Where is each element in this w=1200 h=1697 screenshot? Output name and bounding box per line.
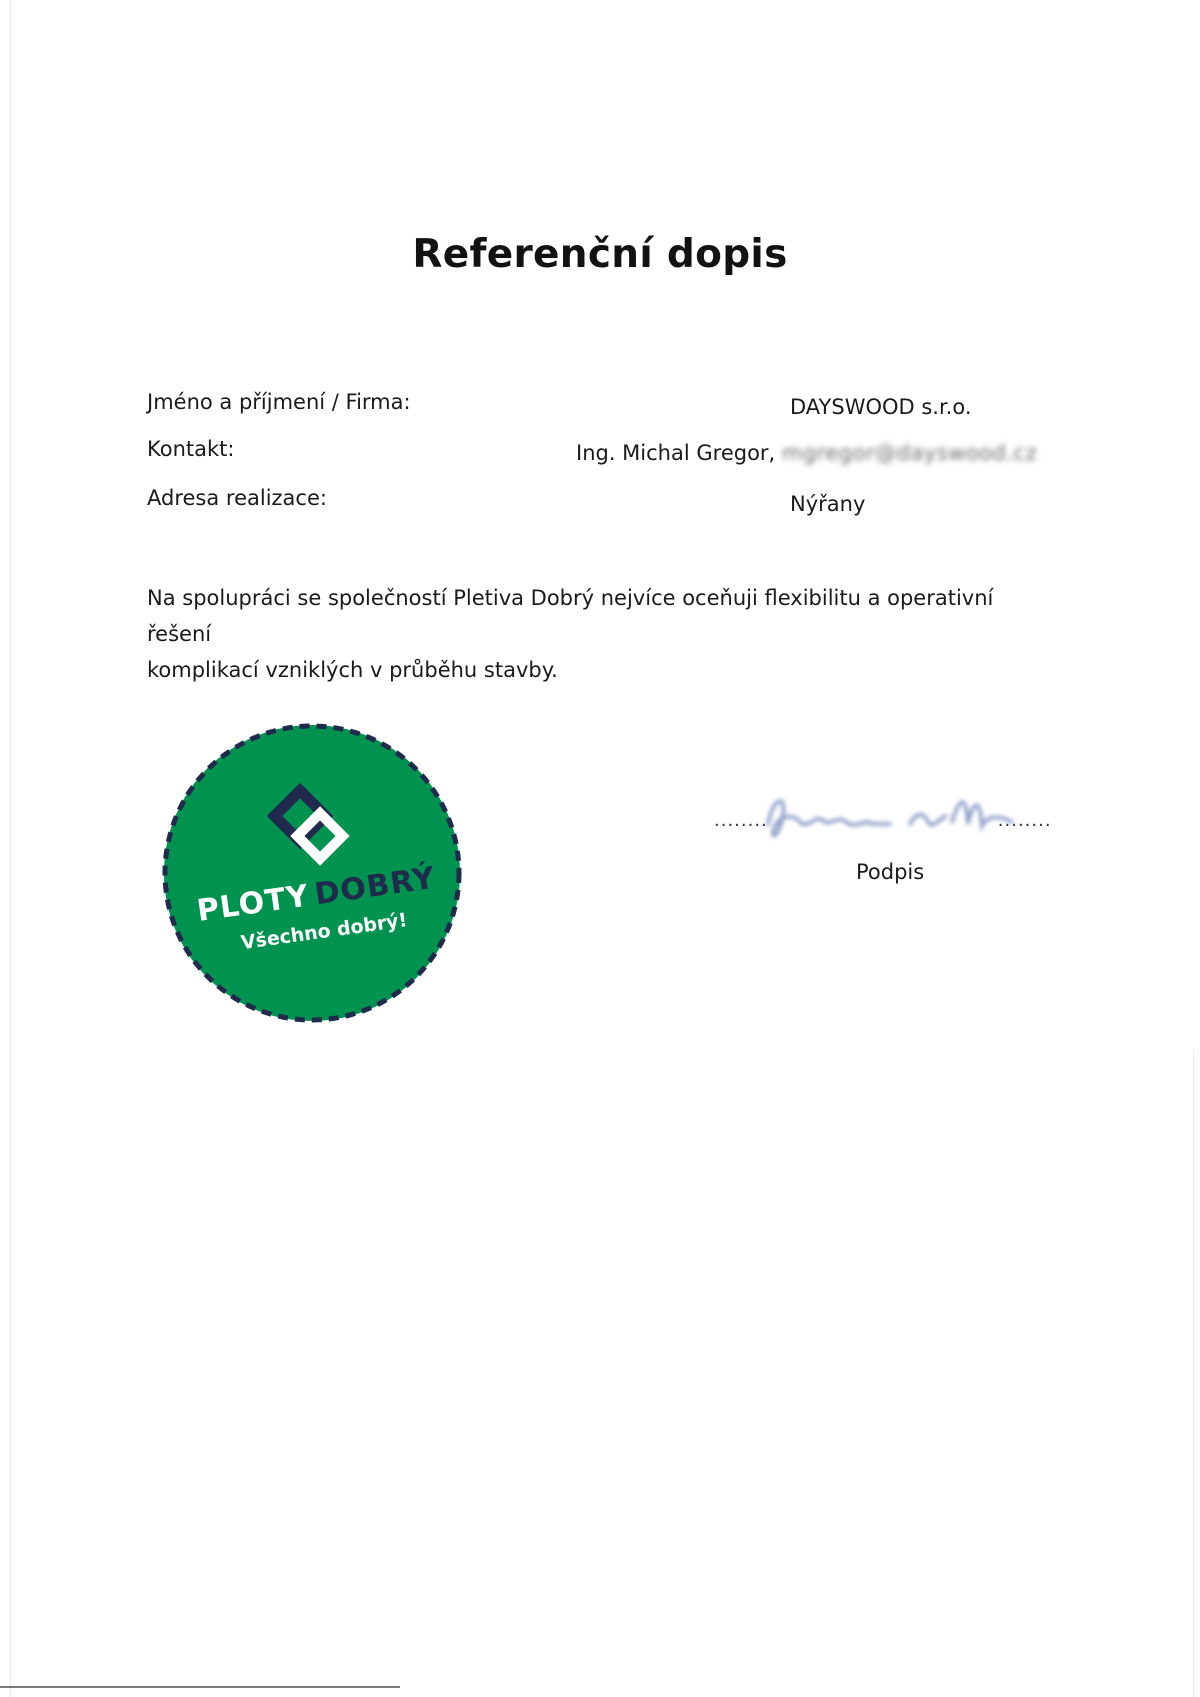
- company-stamp: [152, 713, 472, 1037]
- page-edge-bottom: [0, 1686, 400, 1688]
- field-value-address: Nýřany: [790, 492, 866, 516]
- field-label-address: Adresa realizace:: [147, 486, 327, 510]
- contact-email-obscured: mgregor@dayswood.cz: [781, 441, 1038, 465]
- contact-name: Ing. Michal Gregor,: [576, 441, 776, 465]
- field-value-contact: [576, 441, 1037, 465]
- field-label-name: Jméno a příjmení / Firma:: [147, 390, 411, 414]
- signature-label: Podpis: [856, 860, 925, 884]
- document-title: Referenční dopis: [412, 232, 788, 277]
- handwritten-signature: [760, 784, 1020, 848]
- body-paragraph: [147, 580, 1027, 688]
- field-label-contact: Kontakt:: [147, 437, 235, 461]
- body-line: Na spolupráci se společností Pletiva Dobrý nejvíce oceňuji flexibilitu a operativní řešení: [147, 586, 994, 646]
- stamp-svg: [152, 713, 472, 1033]
- body-line: komplikací vzniklých v průběhu stavby.: [147, 658, 558, 682]
- field-value-name: DAYSWOOD s.r.o.: [790, 395, 972, 419]
- stamp-brand-right: DOBRÝ: [312, 860, 438, 913]
- stamp-slogan: Všechno dobrý!: [239, 909, 409, 955]
- page-edge-right: [1193, 1050, 1194, 1697]
- signature-dots-right: ........: [997, 810, 1052, 831]
- signature-dots-left: ........: [714, 810, 768, 831]
- stamp-brand-left: PLOTY: [194, 878, 312, 929]
